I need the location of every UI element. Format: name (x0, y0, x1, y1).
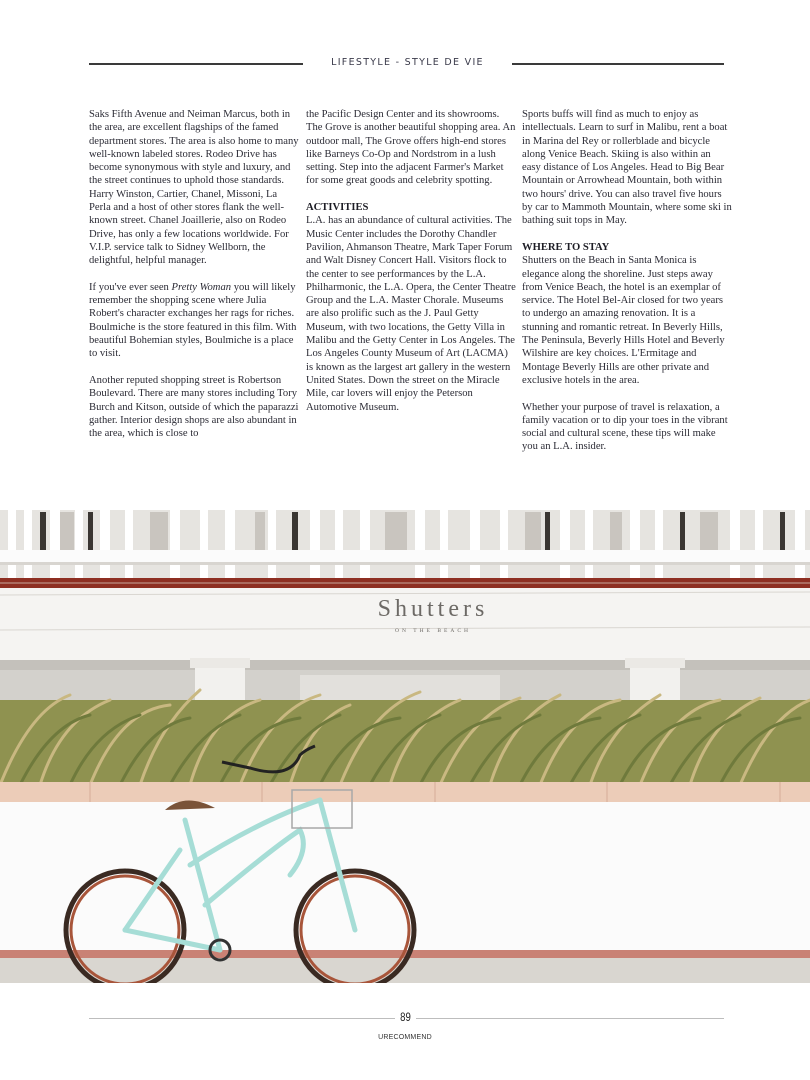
article-column-3 (522, 108, 732, 467)
railing-top-bar (0, 550, 810, 562)
column-capital (190, 658, 250, 668)
paragraph: Whether your purpose of travel is relaxation, a family vacation or to dip your toes in the vibrant social and cultural scene, these tips will make you an L.A. insider. (522, 401, 728, 453)
footer-rule-left (89, 1018, 395, 1019)
photo-illustration (0, 510, 810, 983)
publication-name: URECOMMEND (378, 1034, 432, 1041)
header-rule-right (512, 63, 724, 65)
paragraph: Shutters on the Beach in Santa Monica is elegance along the shoreline. Just steps away from Venice Beach, the hotel is an exemplar of service. The Hotel Bel-Air closed for two years to undergo an amazing renovation. It is a stunning and romantic retreat. In Beverly Hills, The Peninsula, Beverly Hills Hotel and Beverly Wilshire are key choices. L'Ermitage and Montage Beverly Hills are other private and exclusive hotels in the area. (522, 255, 725, 386)
paragraph: the Pacific Design Center and its showrooms. The Grove is another beautiful shopping area. An outdoor mall, The Grove offers high-end stores like Barneys Co-Op and Nordstrom in a lush setting. Step into the adjacent Farmer's Market for some great goods and celebrity spotting. (306, 109, 516, 187)
paragraph-text: you will likely remember the shopping scene where Julia Robert's character exchanges her rags for riches. Boulmiche is the store featured in this film. With beautiful Bohemian styles, Boulmiche is a place to visit. (89, 281, 297, 360)
page-number: 89 (400, 1010, 411, 1024)
header-rule-left (89, 63, 303, 65)
footer-rule-right (416, 1018, 724, 1019)
paragraph (89, 281, 299, 361)
paragraph: Another reputed shopping street is Robertson Boulevard. There are many stores including Tory Burch and Kitson, outside of which the paparazzi gather. Interior design shops are also abundant in the area, which is close to (89, 374, 299, 440)
column-capital (625, 658, 685, 668)
section-heading-activities: ACTIVITIES (306, 202, 369, 214)
article-column-2 (306, 108, 516, 427)
paragraph: Saks Fifth Avenue and Neiman Marcus, both in the area, are excellent flagships of the famed department stores. The area is also home to many well-known labeled stores. Rodeo Drive has become synonymous with style and luxury, and the street continues to uphold those standards. Harry Winston, Cartier, Chanel, Missoni, La Perla and a host of other stores flank the well-known street. Chanel Joaillerie, also on Rodeo Drive, has only a few locations worldwide. For V.I.P. service talk to Sidney Wellborn, the delightful, helpful manager. (89, 109, 299, 267)
paragraph-text: If you've ever seen (89, 281, 172, 293)
portico-ceiling (0, 660, 810, 670)
section-label: LIFESTYLE - STYLE DE VIE (331, 57, 484, 68)
hotel-sign-subtitle: ON THE BEACH (395, 628, 471, 634)
hotel-bicycle-photo (0, 510, 810, 983)
wall-cap (0, 782, 810, 802)
hotel-sign-name: Shutters (377, 596, 489, 622)
railing-shadow (0, 562, 810, 565)
section-heading-where-to-stay: WHERE TO STAY (522, 241, 610, 253)
paragraph: Sports buffs will find as much to enjoy as intellectuals. Learn to surf in Malibu, rent a boat in Marina del Rey or rollerblade and bicycle along Venice Beach. Skiing is also within an easy distance of Los Angeles. Head to Big Bear Mountain or Arrowhead Mountain, both within two hours' drive. You can also travel five hours by car to Mammoth Mountain, where some ski in bathing suit tops in May. (522, 109, 732, 227)
paragraph: L.A. has an abundance of cultural activities. The Music Center includes the Dorothy Chandler Pavilion, Ahmanson Theatre, Mark Taper Forum and Walt Disney Concert Hall. Visitors flock to the center to see performances by the L.A. Philharmonic, the L.A. Opera, the Center Theatre Group and the L.A. Master Chorale. Museums are also prolific such as the J. Paul Getty Museum, with two locations, the Getty Villa in Malibu and the Getty Center in Los Angeles. The Los Angeles County Museum of Art (LACMA) is known as the largest art gallery in the western United States. Down the street on the Miracle Mile, car lovers will enjoy the Peterson Automotive Museum. (306, 215, 516, 413)
article-column-1 (89, 108, 299, 454)
film-title: Pretty Woman (171, 281, 232, 293)
